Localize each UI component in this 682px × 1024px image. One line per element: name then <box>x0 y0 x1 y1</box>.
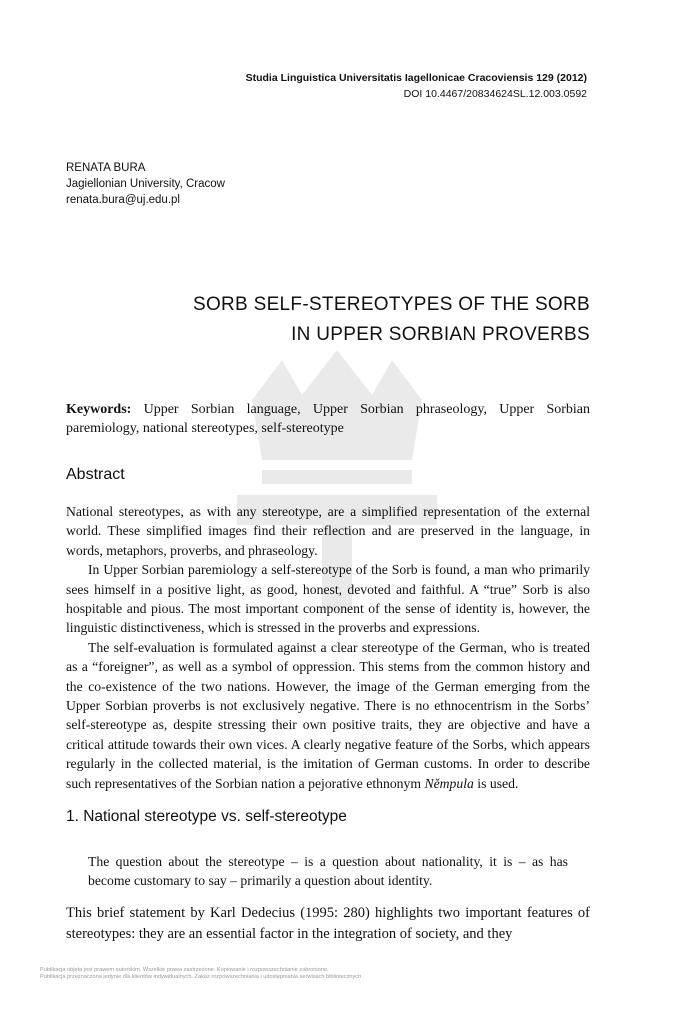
body-paragraph: This brief statement by Karl Dedecius (1995: 280) highlights two important features of stereotypes: they are an essential factor in the integration of society, and they <box>66 905 590 942</box>
journal-name: Studia Linguistica Universitatis Iagellonicae Cracoviensis 129 (2012) <box>245 72 587 84</box>
abstract-p3-after: is used. <box>473 775 519 791</box>
title-line-1: SORB SELF-STEREOTYPES OF THE SORB <box>192 294 590 315</box>
abstract-paragraph-3 <box>66 638 590 793</box>
abstract-paragraph-1: National stereotypes, as with any stereotype, are a simplified representation of the external world. These simplified images find their reflection and are preserved in the language, in words, metaphors, proverbs, and phraseology. <box>66 504 590 558</box>
abstract-body <box>66 502 590 793</box>
footer-line-2: Publikacja przeznaczona jedynie dla klientów indywidualnych. Zakaz rozpowszechniania i udostępniania serwisach bibliotecznych <box>40 974 362 980</box>
author-affiliation: Jagiellonian University, Cracow <box>66 178 225 190</box>
paper-title <box>193 290 590 350</box>
abstract-paragraph-2: In Upper Sorbian paremiology a self-stereotype of the Sorb is found, a man who primarily sees himself in a positive light, as good, honest, devoted and faithful. A “true” Sorb is also hospitable and pious. The most important component of the sense of identity is, however, the linguistic distinctiveness, which is stressed in the proverbs and expressions. <box>66 562 590 636</box>
section-1-heading: 1. National stereotype vs. self-stereotype <box>66 808 347 825</box>
abstract-p3-before: The self-evaluation is formulated against a clear stereotype of the German, who is treated as a “foreigner”, as well as a symbol of oppression. This stems from the common history and the co-existence of the two nations. However, the image of the German emerging from the Upper Sorbian proverbs is not exclusively negative. There is no ethnocentrism in the Sorbs’ self-stereotype as, despite stressing their own positive traits, they are objective and have a critical attitude towards their own vices. A clearly negative feature of the Sorbs, which appears regularly in the collected material, is the imitation of German customs. In order to describe such representatives of the Sorbian nation a pejorative ethnonym <box>66 639 590 791</box>
keywords <box>66 400 590 438</box>
keywords-text: Upper Sorbian language, Upper Sorbian phraseology, Upper Sorbian paremiology, national stereotypes, self-stereotype <box>66 402 590 436</box>
block-quote: The question about the stereotype – is a question about nationality, it is – as has become customary to say – primarily a question about identity. <box>88 854 568 889</box>
keywords-label: Keywords: <box>66 402 132 417</box>
title-line-2: IN UPPER SORBIAN PROVERBS <box>291 324 590 345</box>
journal-doi: DOI 10.4467/20834624SL.12.003.0592 <box>403 88 587 100</box>
author-block <box>66 160 225 208</box>
journal-header <box>246 70 587 102</box>
abstract-heading: Abstract <box>66 466 125 483</box>
author-name: RENATA BURA <box>66 162 146 174</box>
footer-line-1: Publikacja objęta jest prawem autorskim. Wszelkie prawa zastrzeżone. Kopiowanie i rozpowszechnianie zabronione. <box>40 967 329 973</box>
ethnonym-term: Němpula <box>424 775 474 791</box>
author-email: renata.bura@uj.edu.pl <box>66 194 180 206</box>
copyright-footer <box>40 967 361 981</box>
